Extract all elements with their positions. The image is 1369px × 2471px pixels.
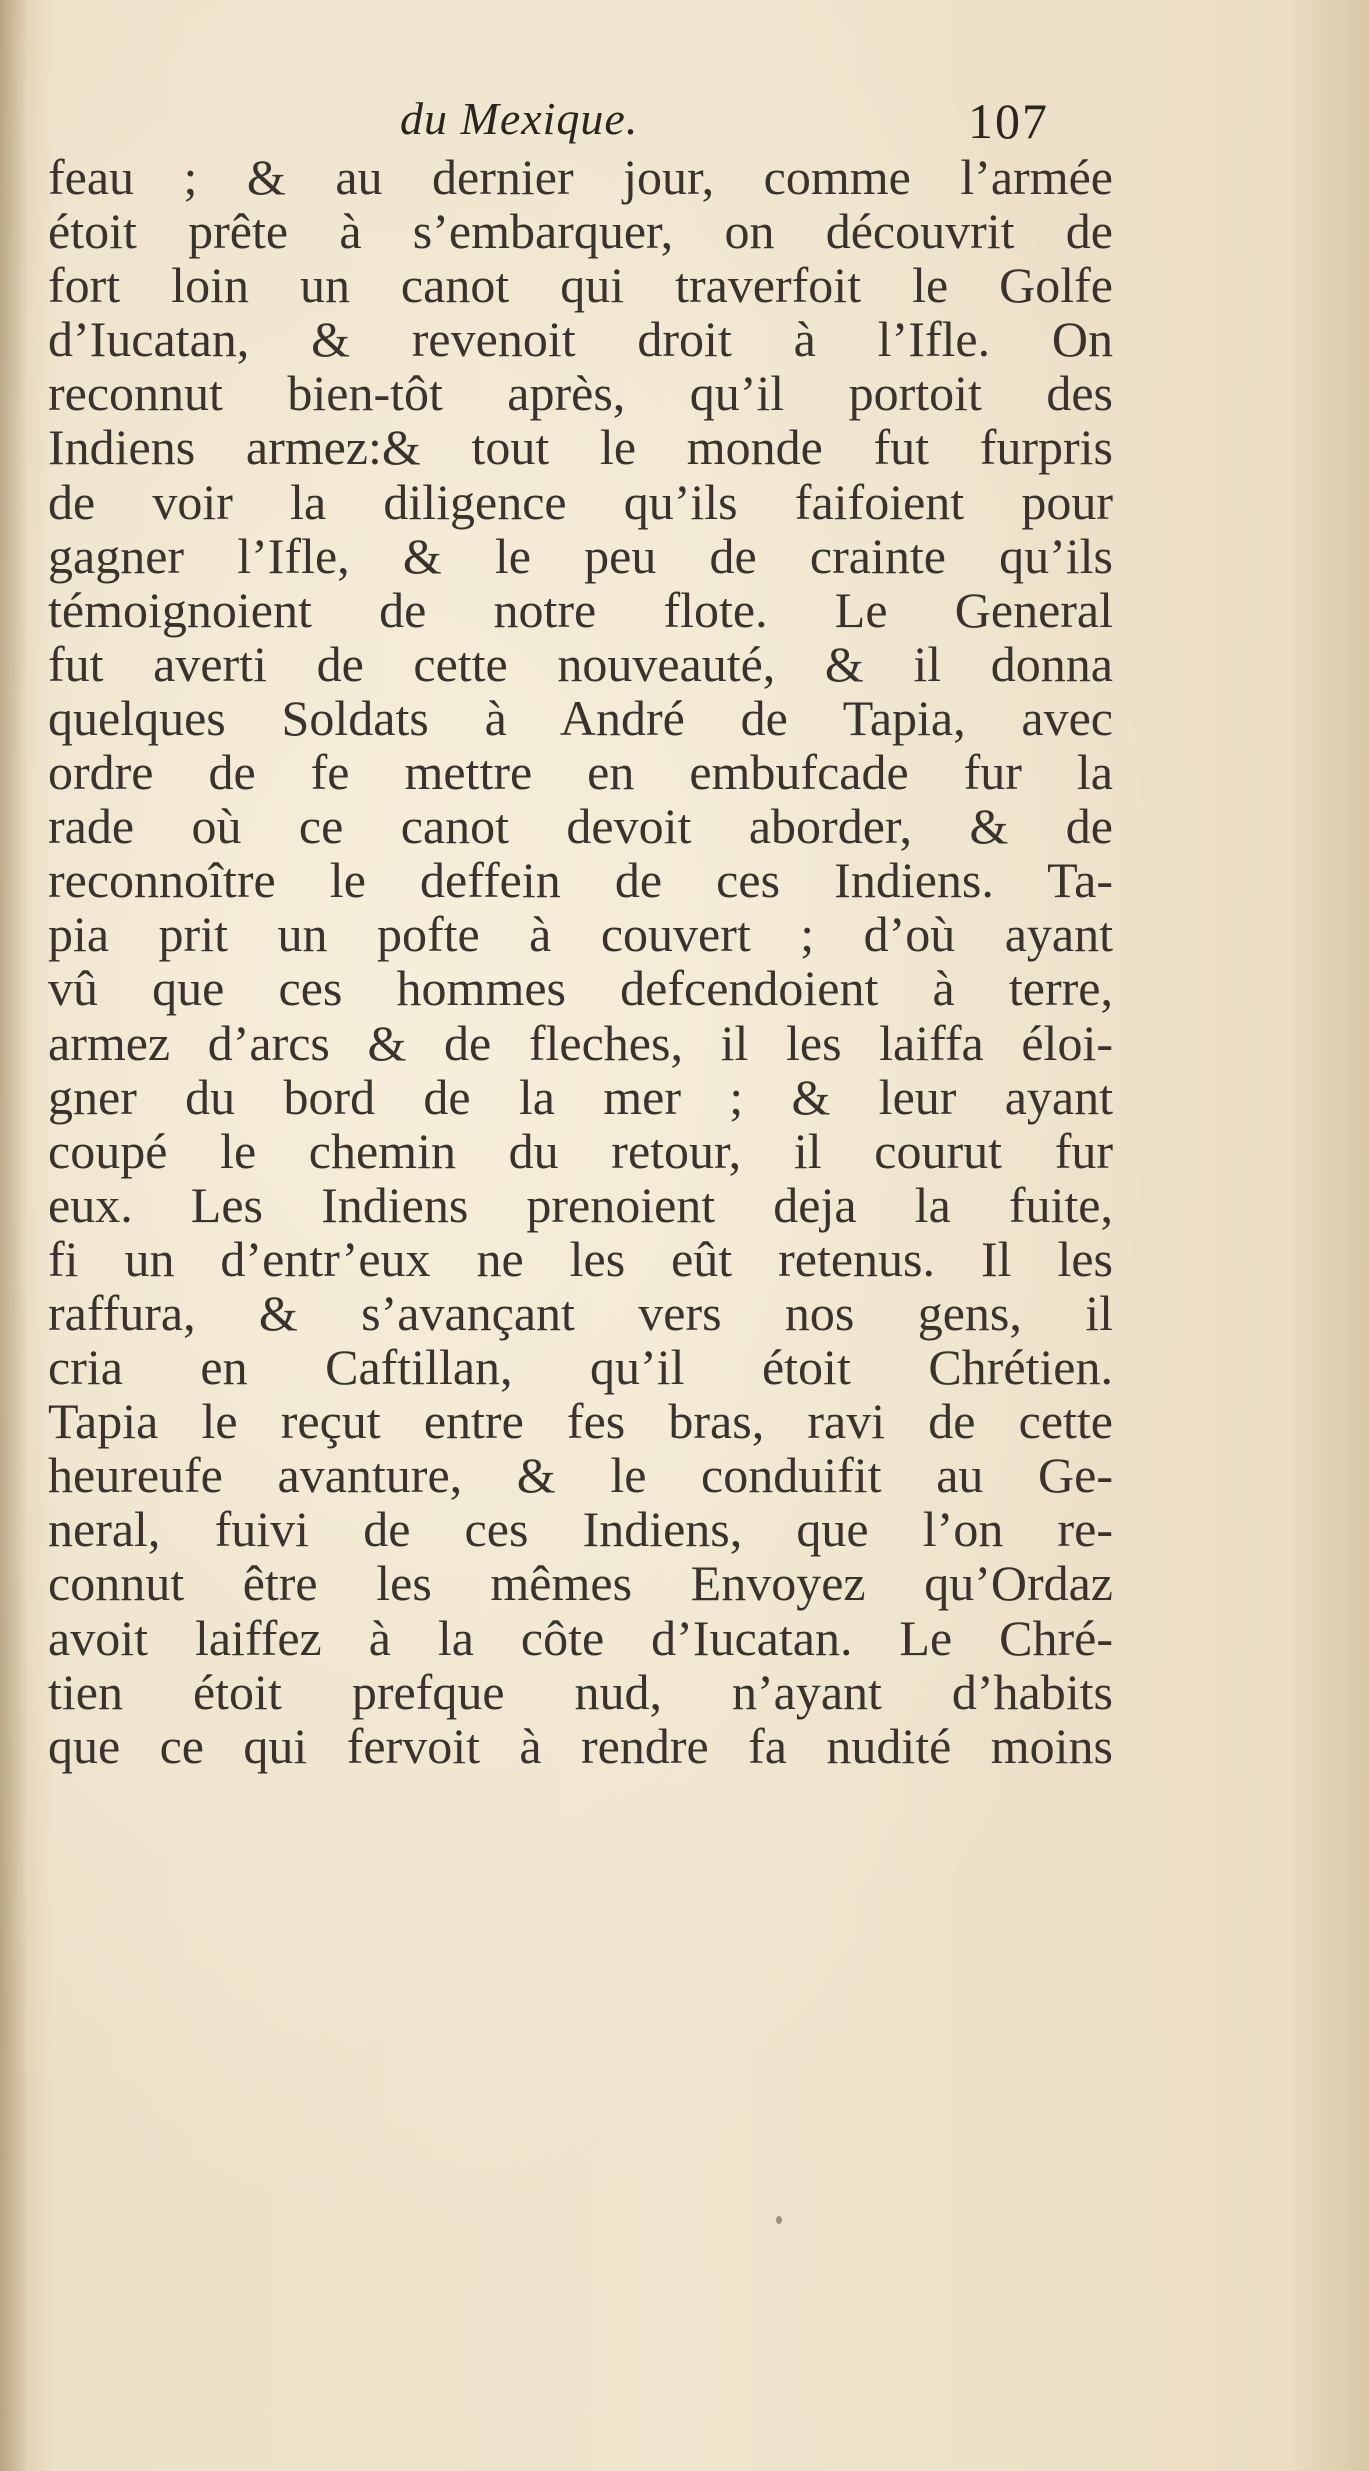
text-line: cria en Caftillan, qu’il étoit Chrétien.	[48, 1339, 1113, 1396]
text-line: connut être les mêmes Envoyez qu’Ordaz	[48, 1555, 1113, 1612]
page-number: 107	[968, 93, 1049, 149]
text-line: coupé le chemin du retour, il courut fur	[48, 1122, 1113, 1179]
text-line: reconnoître le deffein de ces Indiens. Ta-	[48, 852, 1113, 909]
text-line: neral, fuivi de ces Indiens, que l’on re-	[48, 1501, 1113, 1558]
text-line: eux. Les Indiens prenoient deja la fuite,	[48, 1176, 1113, 1233]
text-line: raffura, & s’avançant vers nos gens, il	[48, 1284, 1113, 1341]
text-line: feau ; & au dernier jour, comme l’armée	[48, 149, 1113, 205]
text-line: de voir la diligence qu’ils faifoient pour	[48, 473, 1113, 530]
text-line: ordre de fe mettre en embufcade fur la	[48, 744, 1113, 801]
text-line: témoignoient de notre flote. Le General	[48, 581, 1113, 638]
spine-shadow	[0, 0, 28, 2471]
text-line: fi un d’entr’eux ne les eût retenus. Il les	[48, 1230, 1113, 1287]
text-line: Indiens armez:& tout le monde fut furpris	[48, 419, 1113, 476]
text-line: gagner l’Ifle, & le peu de crainte qu’ils	[48, 527, 1113, 584]
text-line: fut averti de cette nouveauté, & il donna	[48, 635, 1113, 692]
text-line: pia prit un pofte à couvert ; d’où ayant	[48, 906, 1113, 963]
text-line: Tapia le reçut entre fes bras, ravi de cette	[48, 1393, 1113, 1450]
text-line: reconnut bien-tôt après, qu’il portoit des	[48, 365, 1113, 422]
text-line: gner du bord de la mer ; & leur ayant	[48, 1068, 1113, 1125]
body-text	[48, 150, 1128, 1773]
text-line: armez d’arcs & de fleches, il les laiffa éloi-	[48, 1014, 1113, 1071]
text-line: tien étoit prefque nud, n’ayant d’habits	[48, 1663, 1113, 1720]
text-line: étoit prête à s’embarquer, on découvrit de	[48, 203, 1113, 260]
paper-speck	[776, 2216, 782, 2224]
text-line: avoit laiffez à la côte d’Iucatan. Le Chré-	[48, 1609, 1113, 1666]
text-line: heureufe avanture, & le conduifit au Ge-	[48, 1447, 1113, 1504]
text-line: fort loin un canot qui traverfoit le Golfe	[48, 257, 1113, 314]
text-line: d’Iucatan, & revenoit droit à l’Ifle. On	[48, 311, 1113, 368]
text-line: vû que ces hommes defcendoient à terre,	[48, 960, 1113, 1017]
running-head: du Mexique.	[400, 93, 639, 144]
text-line: rade où ce canot devoit aborder, & de	[48, 798, 1113, 855]
text-line: quelques Soldats à André de Tapia, avec	[48, 689, 1113, 746]
text-line: que ce qui fervoit à rendre fa nudité moins	[48, 1717, 1113, 1774]
